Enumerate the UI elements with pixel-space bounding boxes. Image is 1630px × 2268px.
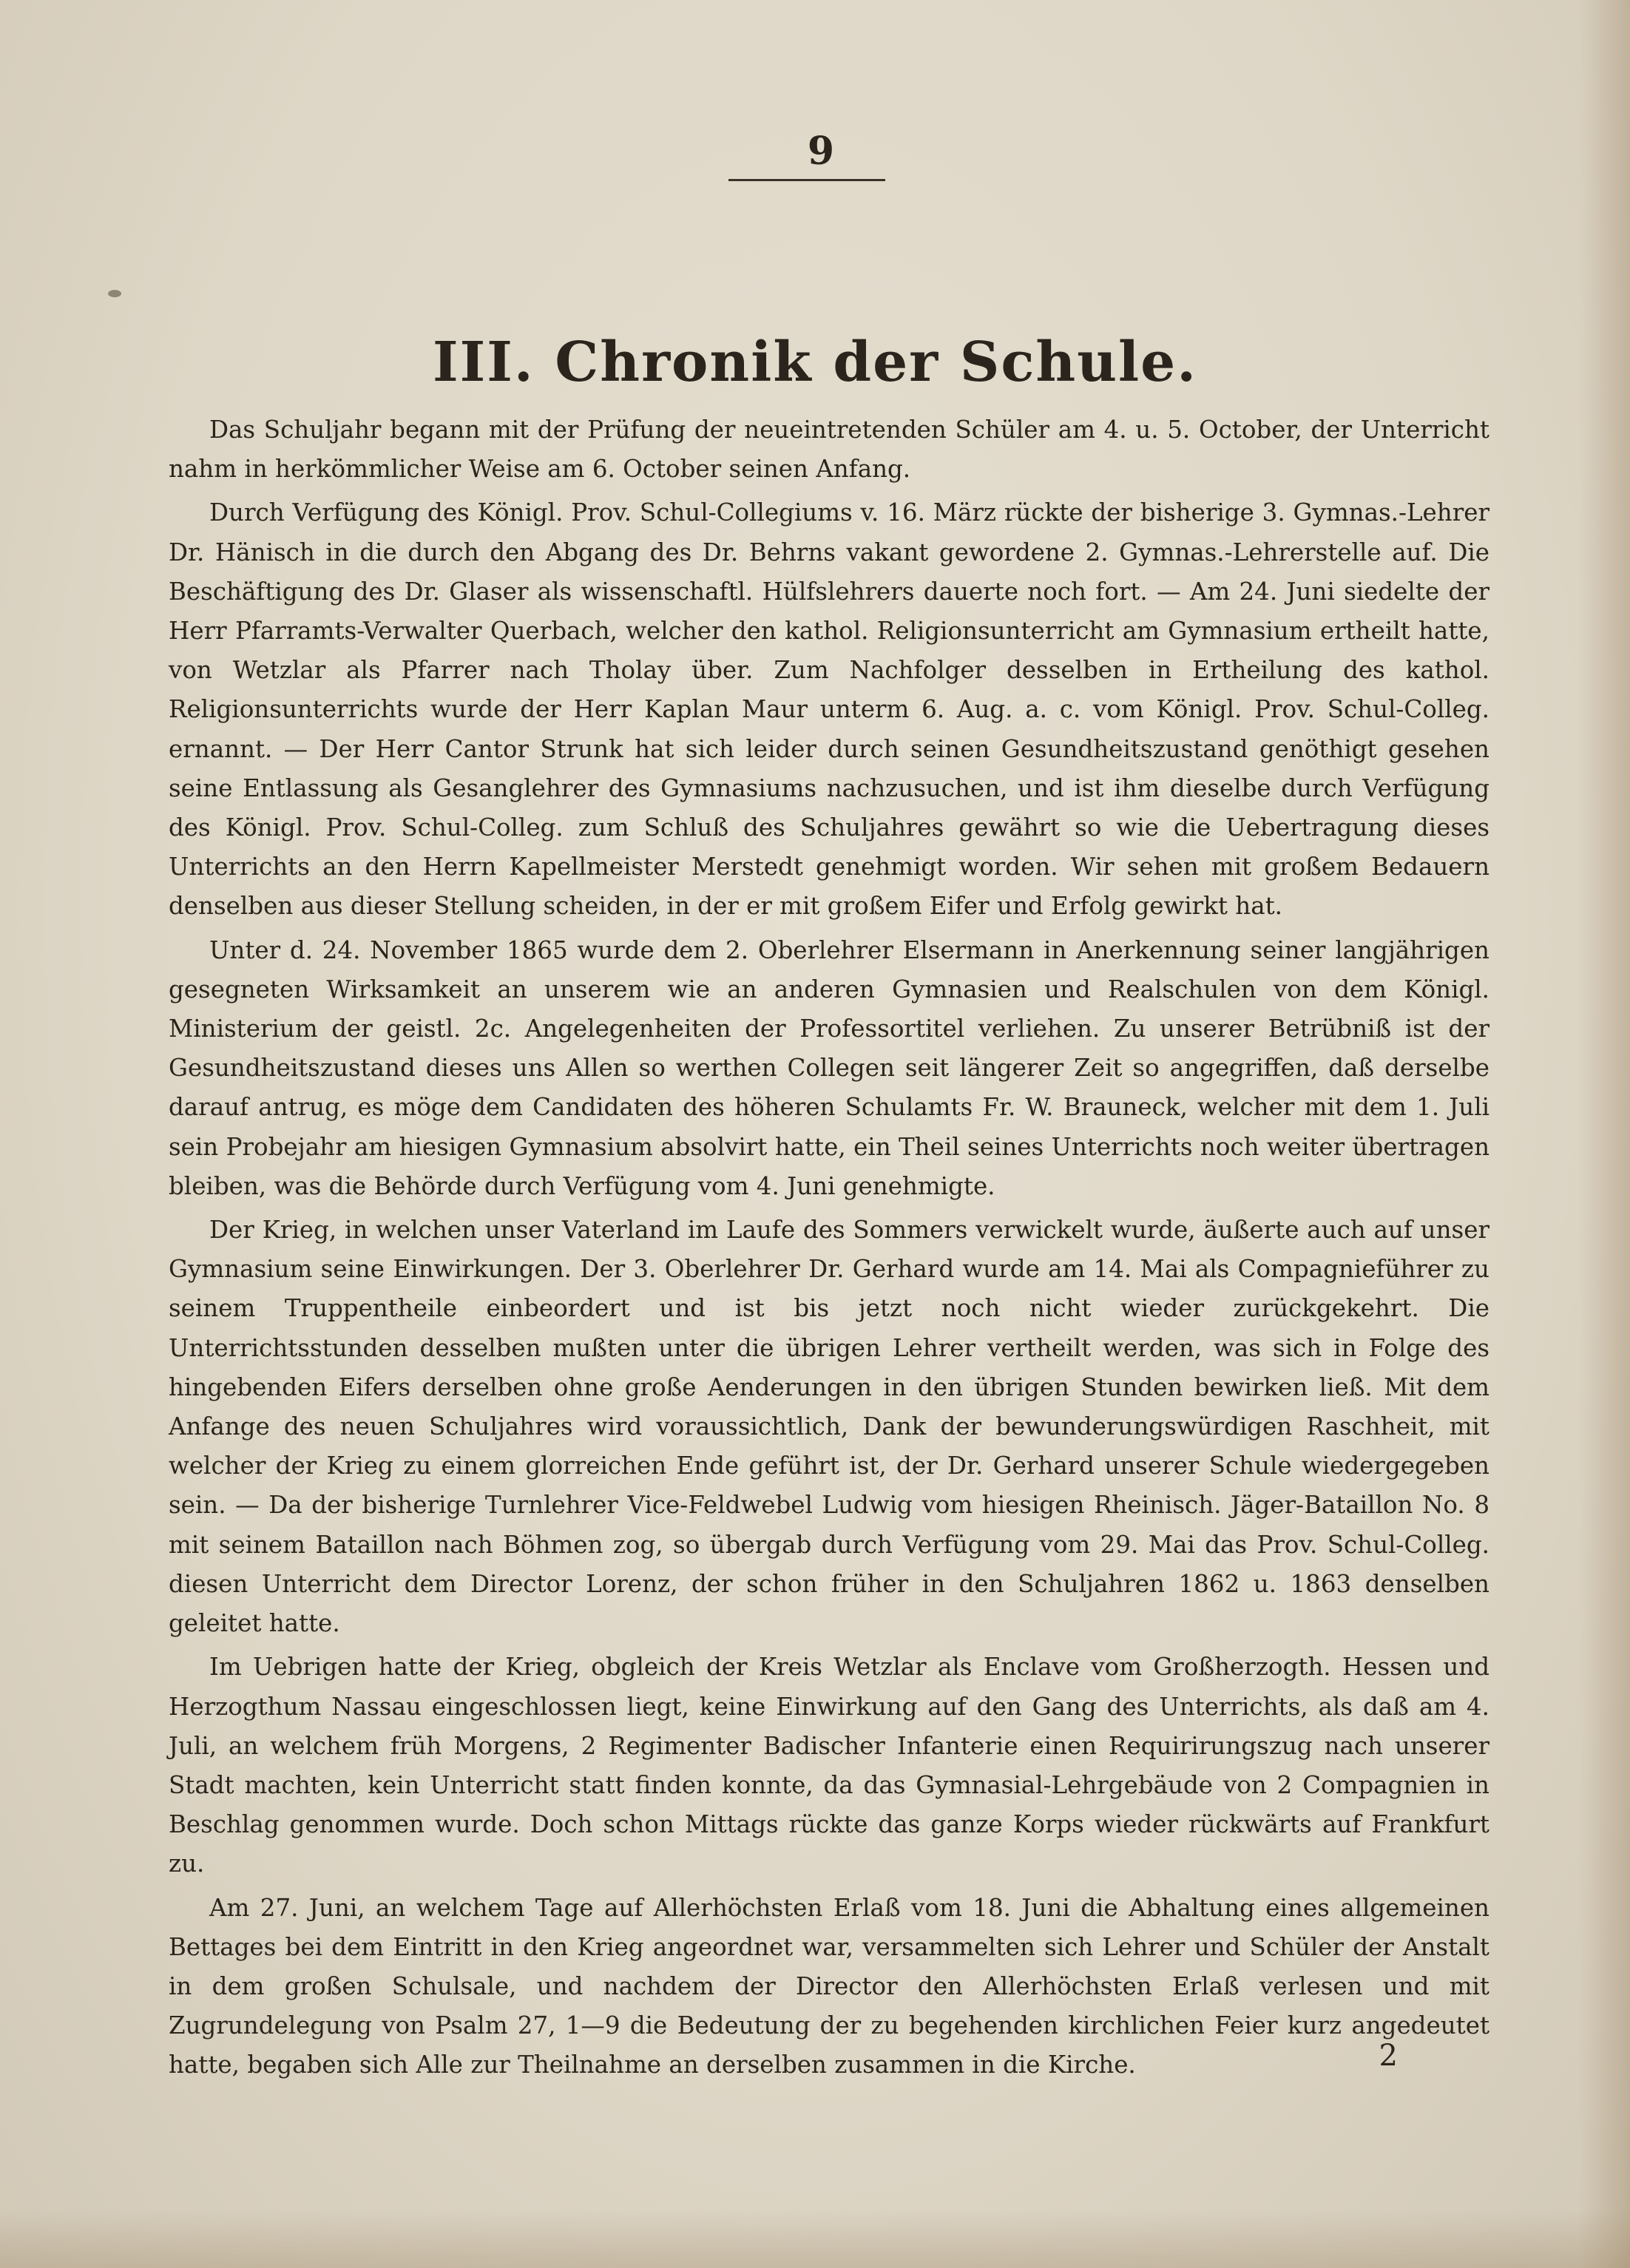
chronicle-body bbox=[169, 410, 1489, 2090]
page-bottom-shadow bbox=[0, 2209, 1630, 2268]
header-rule bbox=[728, 179, 885, 181]
chapter-title: III. Chronik der Schule. bbox=[433, 331, 1197, 394]
ink-smudge bbox=[108, 290, 121, 297]
paragraph: Durch Verfügung des Königl. Prov. Schul-Collegiums v. 16. März rückte der bisherige 3. Gymnas.-Lehrer Dr. Hänisch in die durch den Abgang des Dr. Behrns vakant gewordene 2. Gymnas.-Lehrerstelle auf. Die Beschäftigung des Dr. Glaser als wissenschaftl. Hülfslehrers dauerte noch fort. — Am 24. Juni siedelte der Herr Pfarramts-Verwalter Querbach, welcher den kathol. Religionsunterricht am Gymnasium ertheilt hatte, von Wetzlar als Pfarrer nach Tholay über. Zum Nachfolger desselben in Ertheilung des kathol. Religionsunterrichts wurde der Herr Kaplan Maur unterm 6. Aug. a. c. vom Königl. Prov. Schul-Colleg. ernannt. — Der Herr Cantor Strunk hat sich leider durch seinen Gesundheitszustand genöthigt gesehen seine Entlassung als Gesanglehrer des Gymnasiums nachzusuchen, und ist ihm dieselbe durch Verfügung des Königl. Prov. Schul-Colleg. zum Schluß des Schuljahres gewährt so wie die Uebertragung dieses Unterrichts an den Herrn Kapellmeister Merstedt genehmigt worden. Wir sehen mit großem Bedauern denselben aus dieser Stellung scheiden, in der er mit großem Eifer und Erfolg gewirkt hat. bbox=[169, 498, 1489, 921]
paragraph: Im Uebrigen hatte der Krieg, obgleich der Kreis Wetzlar als Enclave vom Großherzogth. Hessen und Herzogthum Nassau eingeschlossen liegt, keine Einwirkung auf den Gang des Unterrichts, als daß am 4. Juli, an welchem früh Morgens, 2 Regimenter Badischer Infanterie einen Requirirungszug nach unserer Stadt machten, kein Unterricht statt finden konnte, da das Gymnasial-Lehrgebäude von 2 Compagnien in Beschlag genommen wurde. Doch schon Mittags rückte das ganze Korps wieder rückwärts auf Frankfurt zu. bbox=[169, 1653, 1489, 1878]
paragraph: Das Schuljahr begann mit der Prüfung der neueintretenden Schüler am 4. u. 5. October, der Unterricht nahm in herkömmlicher Weise am 6. October seinen Anfang. bbox=[169, 416, 1489, 484]
page-number: 9 bbox=[807, 129, 835, 174]
paragraph: Am 27. Juni, an welchem Tage auf Allerhöchsten Erlaß vom 18. Juni die Abhaltung eines allgemeinen Bettages bei dem Eintritt in den Krieg angeordnet war, versammelten sich Lehrer und Schüler der Anstalt in dem großen Schulsale, und nachdem der Director den Allerhöchsten Erlaß verlesen und mit Zugrundelegung von Psalm 27, 1—9 die Bedeutung der zu begehenden kirchlichen Feier kurz angedeutet hatte, begaben sich Alle zur Theilnahme an derselben zusammen in die Kirche. bbox=[169, 1893, 1489, 2079]
paragraph: Der Krieg, in welchen unser Vaterland im Laufe des Sommers verwickelt wurde, äußerte auch auf unser Gymnasium seine Einwirkungen. Der 3. Oberlehrer Dr. Gerhard wurde am 14. Mai als Compagnieführer zu seinem Truppentheile einbeordert und ist bis jetzt noch nicht wieder zurückgekehrt. Die Unterrichtsstunden desselben mußten unter die übrigen Lehrer vertheilt werden, was sich in Folge des hingebenden Eifers derselben ohne große Aenderungen in den übrigen Stunden bewirken ließ. Mit dem Anfange des neuen Schuljahres wird voraussichtlich, Dank der bewunderungswürdigen Raschheit, mit welcher der Krieg zu einem glorreichen Ende geführt ist, der Dr. Gerhard unserer Schule wiedergegeben sein. — Da der bisherige Turnlehrer Vice-Feldwebel Ludwig vom hiesigen Rheinisch. Jäger-Bataillon No. 8 mit seinem Bataillon nach Böhmen zog, so übergab durch Verfügung vom 29. Mai das Prov. Schul-Colleg. diesen Unterricht dem Director Lorenz, der schon früher in den Schuljahren 1862 u. 1863 denselben geleitet hatte. bbox=[169, 1216, 1489, 1638]
signature-mark: 2 bbox=[1379, 2039, 1398, 2073]
paragraph: Unter d. 24. November 1865 wurde dem 2. Oberlehrer Elsermann in Anerkennung seiner langjährigen gesegneten Wirksamkeit an unserem wie an anderen Gymnasien und Realschulen von dem Königl. Ministerium der geistl. 2c. Angelegenheiten der Professortitel verliehen. Zu unserer Betrübniß ist der Gesundheitszustand dieses uns Allen so werthen Collegen seit längerer Zeit so angegriffen, daß derselbe darauf antrug, es möge dem Candidaten des höheren Schulamts Fr. W. Brauneck, welcher mit dem 1. Juli sein Probejahr am hiesigen Gymnasium absolvirt hatte, ein Theil seines Unterrichts noch weiter übertragen bleiben, was die Behörde durch Verfügung vom 4. Juni genehmigte. bbox=[169, 935, 1489, 1200]
